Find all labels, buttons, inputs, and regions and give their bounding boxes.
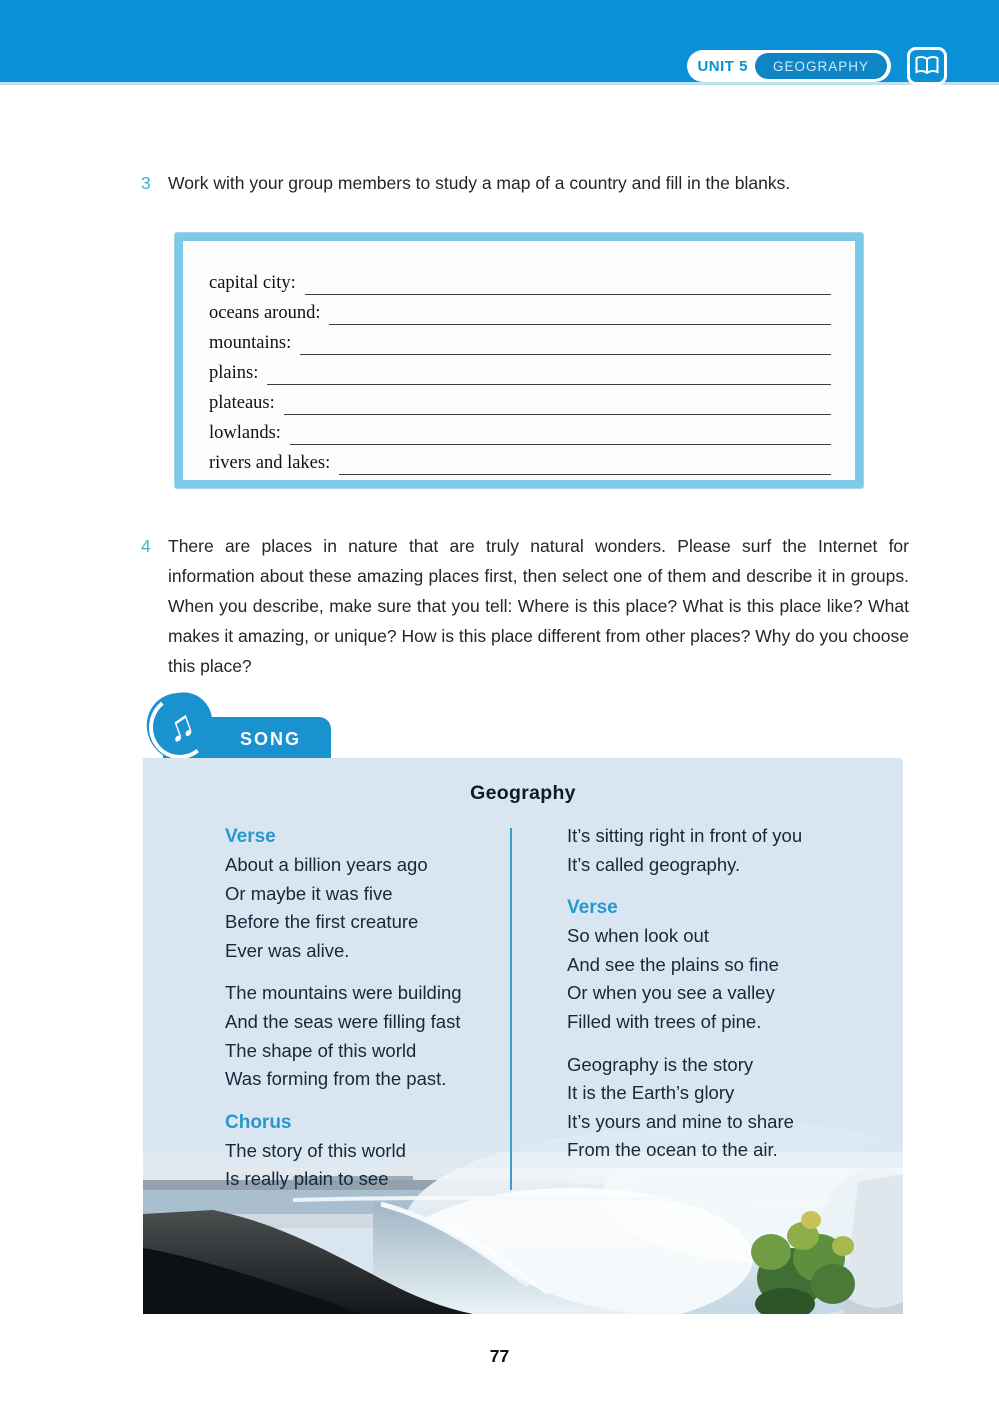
field-label: plains:: [209, 363, 259, 383]
lyric-line: Geography is the story: [567, 1053, 754, 1075]
unit-topic-pill: [755, 53, 887, 79]
fill-in-row: [209, 415, 831, 445]
song-badge-label: SONG: [239, 729, 301, 749]
blank-line: [284, 393, 831, 415]
song-stanza: [567, 1051, 887, 1165]
lyric-line: Or when you see a valley: [567, 982, 775, 1004]
open-book-icon: [907, 47, 947, 85]
field-label: plateaus:: [209, 393, 275, 413]
lyric-line: And the seas were filling fast: [225, 1010, 461, 1032]
blank-line: [300, 333, 831, 355]
lyric-line: And see the plains so fine: [567, 953, 779, 975]
field-label: lowlands:: [209, 423, 281, 443]
exercise-instruction: Work with your group members to study a map of a country and fill in the blanks.: [168, 173, 791, 193]
lyric-line: Or maybe it was five: [225, 882, 393, 904]
lyric-line: It’s sitting right in front of you: [567, 825, 803, 846]
field-label: mountains:: [209, 333, 292, 353]
stanza-heading: Verse: [225, 826, 276, 847]
lyric-line: Was forming from the past.: [225, 1068, 447, 1090]
blank-line: [267, 363, 831, 385]
lyric-line: Is really plain to see: [225, 1168, 389, 1190]
fill-in-row: [209, 295, 831, 325]
song-stanza: [225, 979, 505, 1093]
lyric-line: About a billion years ago: [225, 854, 428, 875]
lyric-line: The shape of this world: [225, 1039, 417, 1061]
song-title: Geography: [470, 782, 576, 804]
lyric-line: The mountains were building: [225, 982, 462, 1004]
lyric-line: It’s yours and mine to share: [567, 1110, 794, 1132]
lyric-line: Before the first creature: [225, 911, 419, 933]
exercise-number: 3: [141, 173, 151, 193]
song-panel: [143, 758, 903, 1314]
lyric-line: From the ocean to the air.: [567, 1139, 778, 1161]
page-number: 77: [489, 1346, 510, 1366]
song-stanza: [567, 893, 887, 1036]
stanza-heading: Verse: [567, 897, 618, 919]
blank-line: [305, 273, 831, 295]
field-label: capital city:: [209, 273, 296, 293]
music-notes-icon: ♫: [143, 689, 218, 766]
unit-badge: [687, 50, 891, 82]
page-header: [0, 0, 999, 85]
fill-in-row: [209, 325, 831, 355]
unit-label: UNIT 5: [697, 57, 748, 75]
fill-in-box: [175, 233, 863, 488]
lyric-line: It is the Earth’s glory: [567, 1082, 735, 1104]
blank-line: [339, 453, 831, 475]
field-label: rivers and lakes:: [209, 453, 331, 473]
exercise-3: [141, 168, 931, 198]
lyric-line: Filled with trees of pine.: [567, 1010, 762, 1032]
exercise-number: 4: [141, 536, 151, 556]
column-divider: [510, 828, 512, 1190]
lyric-line: Ever was alive.: [225, 939, 350, 961]
stanza-heading: Chorus: [225, 1111, 292, 1133]
lyric-line: The story of this world: [225, 1139, 406, 1161]
exercise-4: [141, 531, 909, 681]
fill-in-row: [209, 355, 831, 385]
lyric-line: So when look out: [567, 925, 709, 947]
blank-line: [290, 423, 831, 445]
fill-in-row: [209, 265, 831, 295]
lyrics-column-right: [567, 822, 887, 1179]
fill-in-row: [209, 385, 831, 415]
field-label: oceans around:: [209, 303, 321, 323]
fill-in-row: [209, 445, 831, 475]
song-stanza: [567, 822, 887, 879]
lyrics-column-left: [225, 822, 505, 1208]
blank-line: [329, 303, 831, 325]
unit-topic-label: GEOGRAPHY: [772, 58, 869, 74]
song-stanza: [225, 1108, 505, 1194]
exercise-instruction: There are places in nature that are truly natural wonders. Please surf the Internet for information about these amazing places first, then select one of them and describe it in groups. When you describe, make sure that you tell: Where is this place? What is this place like? What makes it amazing, or unique? How is this place different from other places? Why do you choose this place?: [168, 536, 909, 676]
song-stanza: [225, 822, 505, 965]
song-badge: [159, 702, 331, 762]
lyric-line: It’s called geography.: [567, 853, 741, 875]
